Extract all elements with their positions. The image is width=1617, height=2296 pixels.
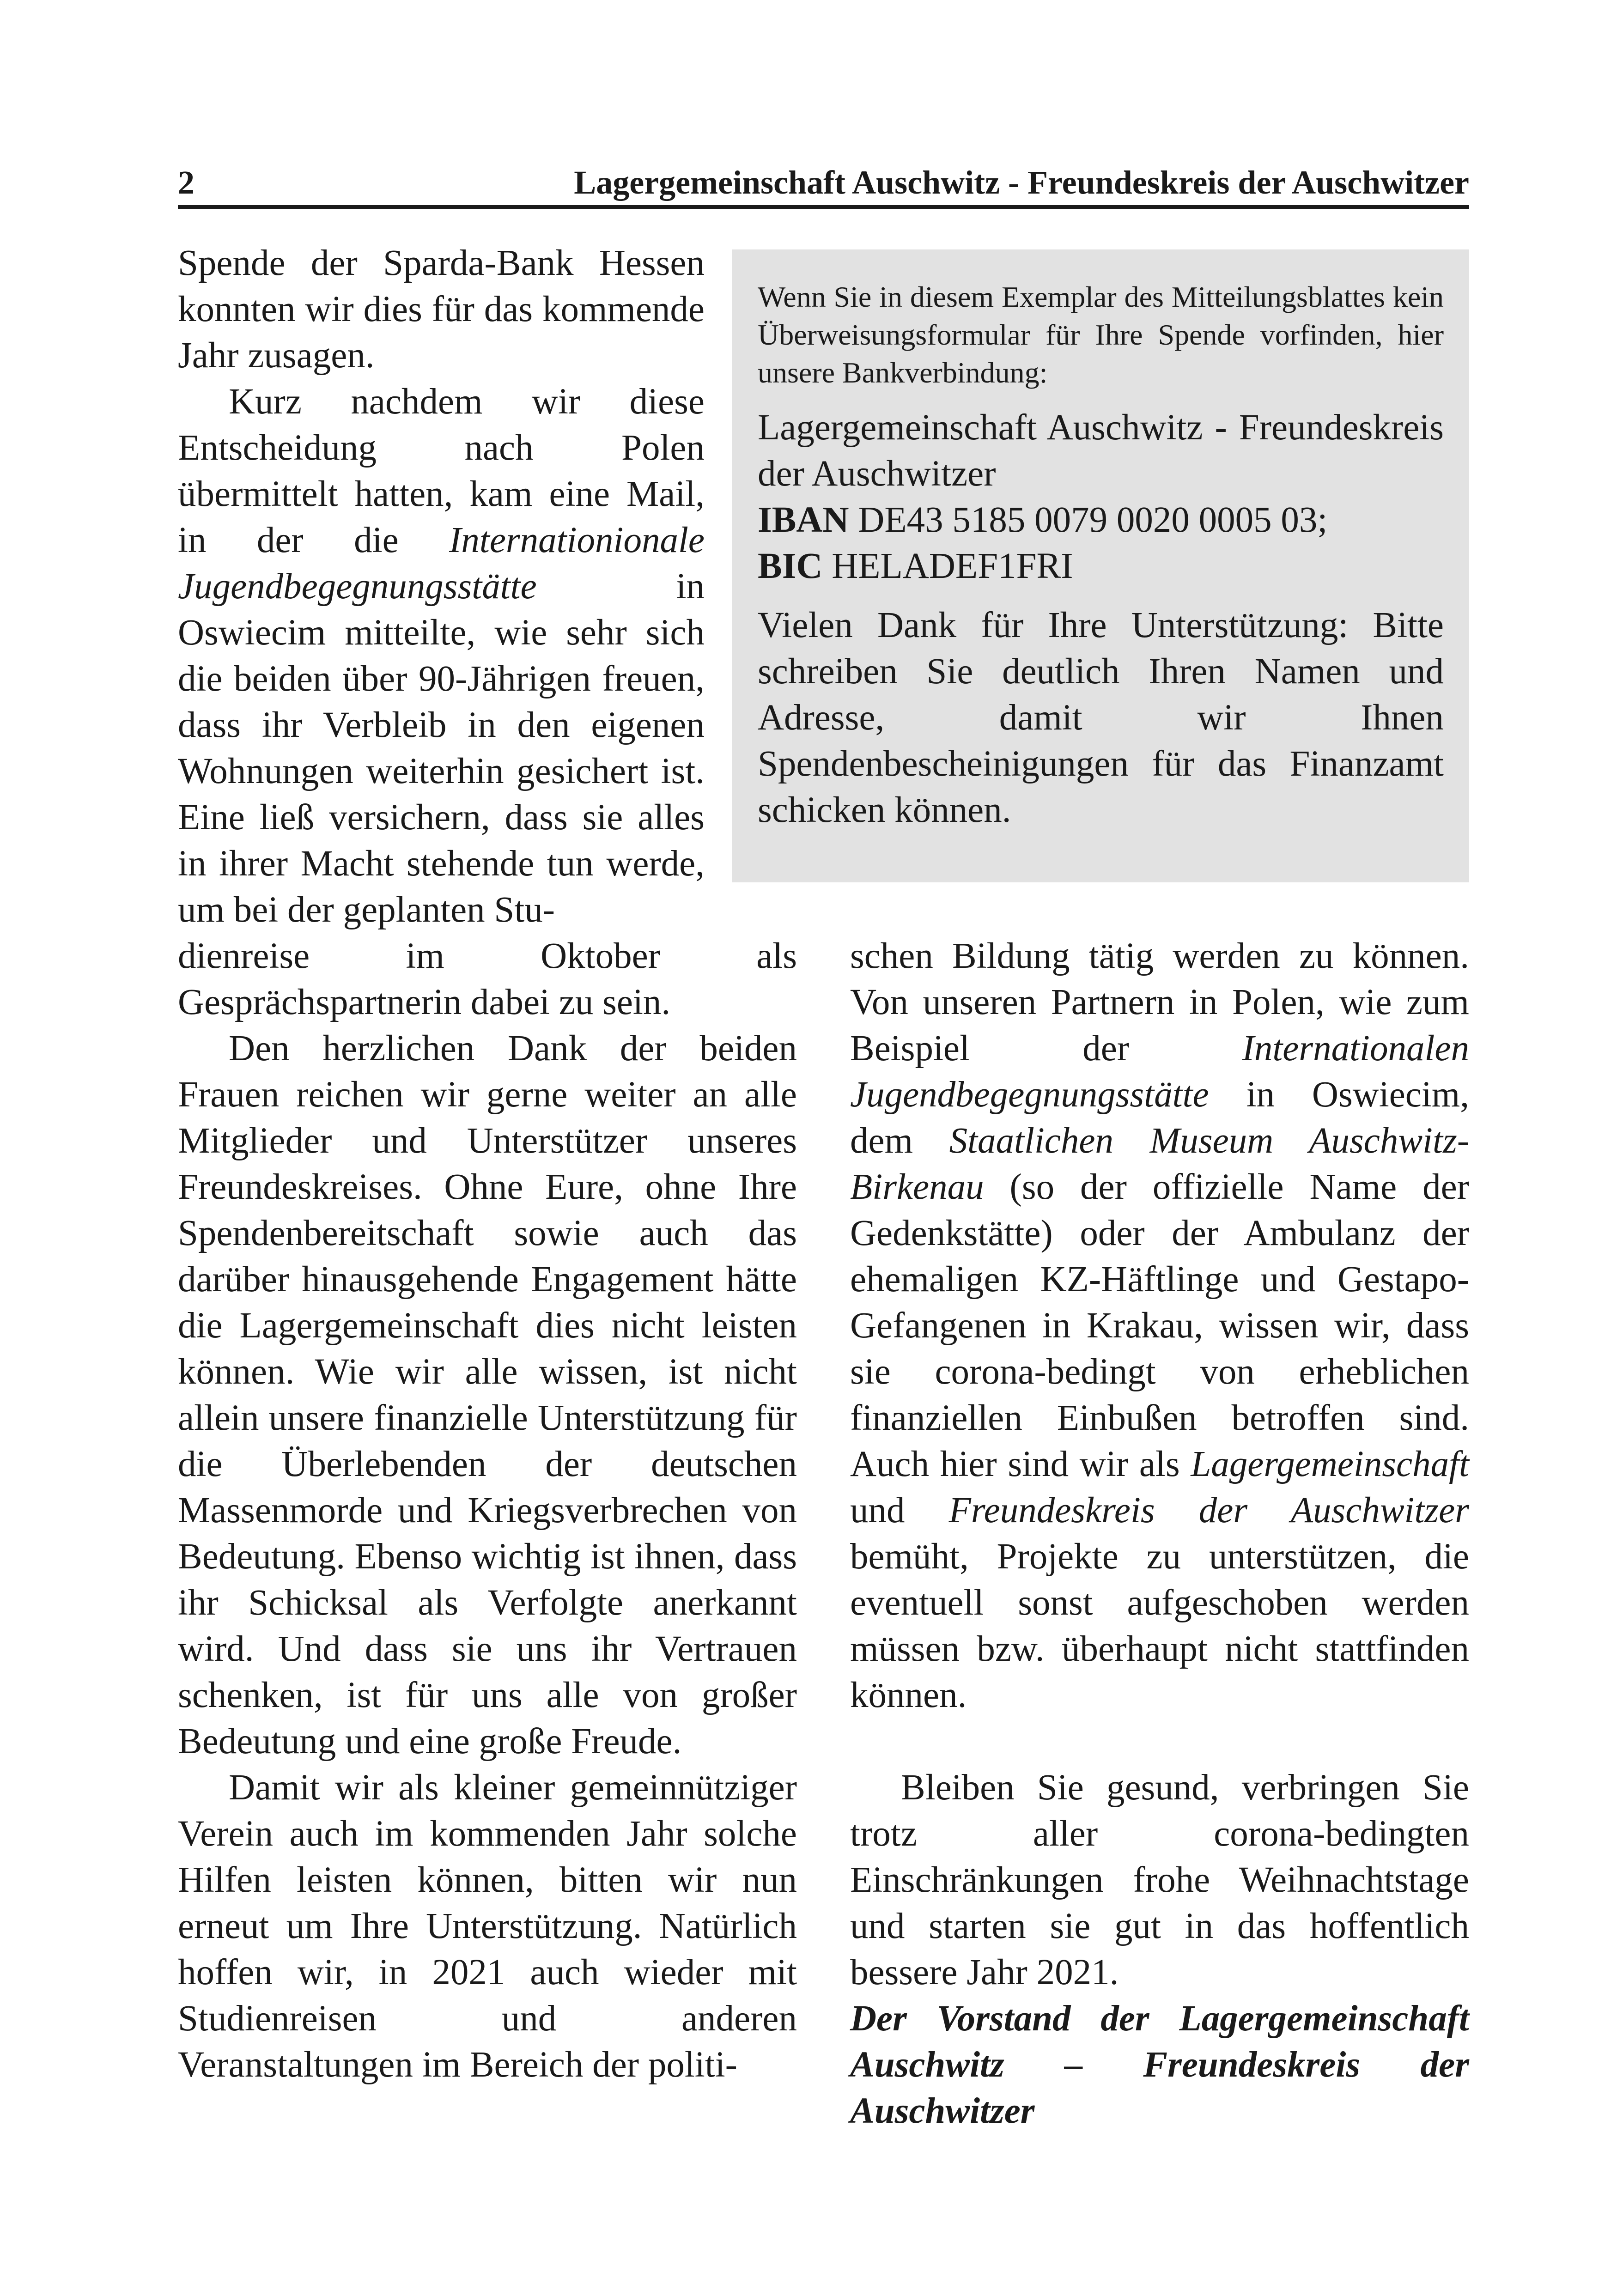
paragraph-intro: Spende der Sparda-Bank Hessen konnten wir dies für das kommende Jahr zusagen. [178, 243, 705, 376]
emphasis-institution: Staatlichen Museum Auschwitz-Birkenau [850, 1121, 1470, 1207]
text-run: in Oswiecim mitteilte, wie sehr sich die beiden über 90-Jährigen freuen, dass ihr Verbleib in den eigenen Wohnungen weiterhin gesichert ist. Eine ließ versichern, dass sie alles in ihrer Macht stehende tun werde, um bei der geplanten Stu- [178, 566, 705, 930]
emphasis-institution: Internationionale Jugendbegegnungsstätte [178, 520, 705, 607]
header-rule [178, 205, 1469, 209]
paragraph-continuation: dienreise im Oktober als Gesprächspartnerin dabei zu sein. [178, 936, 797, 1022]
paragraph-thanks: Den herzlichen Dank der beiden Frauen reichen wir gerne weiter an alle Mitglieder und Unterstützer unseres Freundeskreises. Ohne Eure, ohne Ihre Spendenbereitschaft sowie auch das darüber hinausgehende Engagement hätte die Lagergemeinschaft dies nicht leisten können. Wie wir alle wissen, ist nicht allein unsere finanzielle Unterstützung für die Überlebenden der deutschen Massenmorde und Kriegsverbrechen von Bedeutung. Ebenso wichtig ist ihnen, dass ihr Schicksal als Verfolgte anerkannt wird. Und dass sie uns ihr Vertrauen schenken, ist für uns alle von großer Bedeutung und eine große Freude. [178, 1028, 797, 1761]
emphasis-institution: Internationalen Jugendbegegnungsstätte [850, 1028, 1469, 1115]
paragraph-greetings: Bleiben Sie gesund, verbringen Sie trotz aller corona-bedingten Einschränkungen frohe Weihnachtstage und starten sie gut in das hoffentlich bessere Jahr 2021. [850, 1768, 1469, 1992]
right-column [850, 933, 1469, 2134]
left-column [178, 933, 797, 2088]
text-run: in Oswiecim, dem [850, 1075, 1469, 1161]
emphasis-organisation: Freundeskreis der Auschwitzer [948, 1490, 1469, 1531]
signature: Der Vorstand der Lagergemeinschaft Auschwitz – Freundeskreis der Auschwitzer [850, 1998, 1469, 2131]
text-run: und [850, 1490, 949, 1531]
bank-info-box [732, 249, 1469, 882]
iban-value: DE43 5185 0079 0020 0005 03; [849, 500, 1328, 540]
page-header [178, 162, 1469, 209]
page-number: 2 [178, 164, 195, 201]
text-run: schen Bildung tätig werden zu können. Von unseren Partnern in Polen, wie zum Beispiel der [850, 936, 1469, 1069]
paragraph-appeal: Damit wir als kleiner gemeinnütziger Verein auch im kommenden Jahr solche Hilfen leisten können, bitten wir nun erneut um Ihre Unterstützung. Natürlich hoffen wir, in 2021 auch wieder mit Studienreisen und anderen Veranstaltungen im Bereich der politi- [178, 1768, 797, 2085]
account-holder: Lagergemeinschaft Auschwitz - Freundeskreis der Auschwitzer [758, 407, 1444, 494]
bank-details [758, 405, 1444, 589]
upper-left-column [178, 240, 705, 933]
paragraph-partners [850, 933, 1469, 1719]
bank-info-intro: Wenn Sie in diesem Exemplar des Mitteilungsblattes kein Überweisungsformular für Ihre Spende vorfinden, hier unsere Bankverbindung: [758, 280, 1444, 389]
emphasis-organisation: Lagergemeinschaft [1191, 1444, 1469, 1484]
thanks-note: Vielen Dank für Ihre Unterstützung: Bitte schreiben Sie deutlich Ihren Namen und Adresse, damit wir Ihnen Spendenbescheinigungen für das Finanzamt schicken können. [758, 605, 1444, 830]
iban-label: IBAN [758, 500, 849, 540]
bic-value: HELADEF1FRI [822, 546, 1073, 586]
bic-label: BIC [758, 546, 823, 586]
paragraph-mail [178, 379, 705, 933]
text-run: Kurz nachdem wir diese Entscheidung nach Polen übermittelt hatten, kam eine Mail, in der die [178, 382, 705, 560]
running-title: Lagergemeinschaft Auschwitz - Freundeskreis der Auschwitzer [574, 164, 1469, 201]
text-run: (so der offizielle Name der Gedenkstätte) oder der Ambulanz der ehemaligen KZ-Häftlinge und Gestapo-Gefangenen in Krakau, wissen wir, dass sie corona-bedingt von erheblichen finanziellen Einbußen betroffen sind. Auch hier sind wir als [850, 1167, 1469, 1484]
text-run: bemüht, Projekte zu unterstützen, die eventuell sonst aufgeschoben werden müssen bzw. überhaupt nicht stattfinden können. [850, 1537, 1469, 1715]
